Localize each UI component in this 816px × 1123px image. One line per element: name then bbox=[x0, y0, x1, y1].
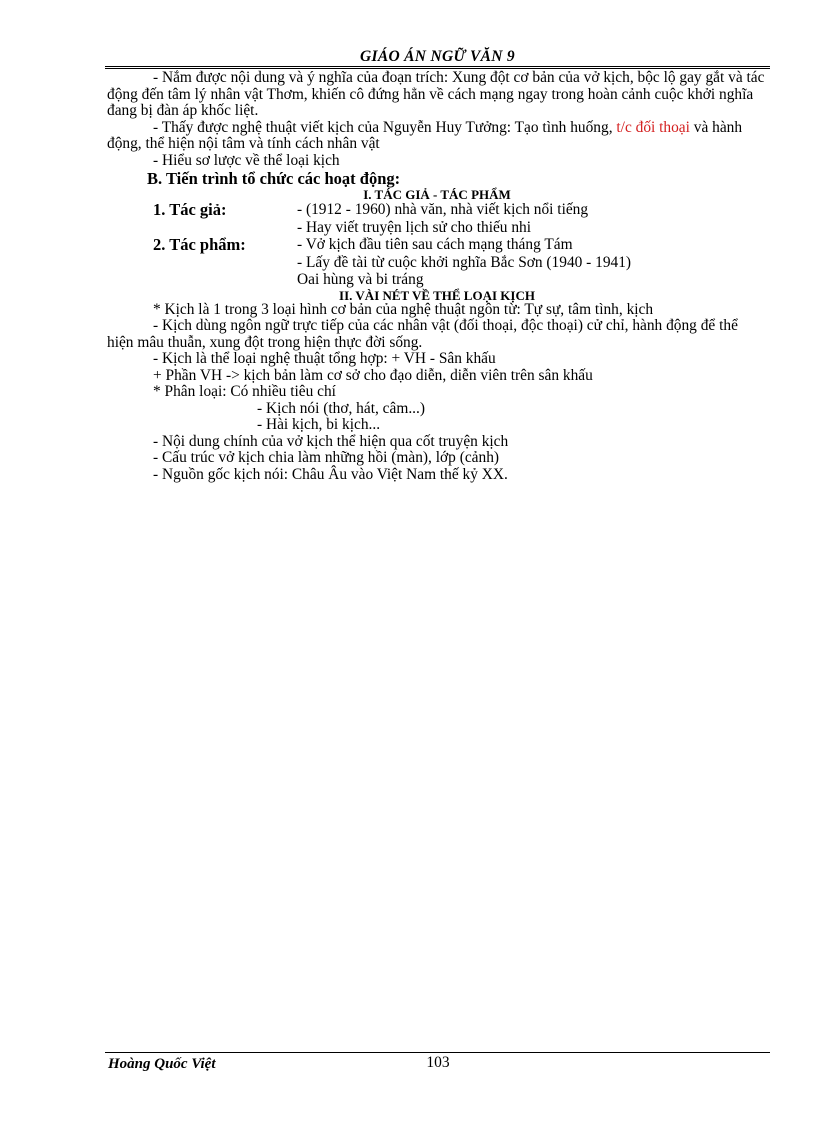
footer-rule bbox=[105, 1052, 770, 1053]
genre-line-5: * Phân loại: Có nhiều tiêu chí bbox=[153, 383, 336, 400]
author-line-2: - Hay viết truyện lịch sử cho thiếu nhi bbox=[297, 218, 532, 236]
genre-line-9: - Cấu trúc vở kịch chia làm những hồi (màn), lớp (cảnh) bbox=[153, 449, 500, 466]
work-line-3: Oai hùng và bi tráng bbox=[297, 271, 424, 288]
objective-content: - Nắm được nội dung và ý nghĩa của đoạn trích: Xung đột cơ bản của vở kịch, bộc lộ gay gắt và tác động đến tâm lý nhân vật Thơm, khiến cô đứng hẳn về cách mạng ngay trong hoàn cảnh cuộc khởi nghĩa đang bị đàn áp khốc liệt. bbox=[107, 69, 765, 119]
author-row-2 bbox=[107, 219, 767, 237]
part2-heading: II. VÀI NÉT VỀ THỂ LOẠI KỊCH bbox=[339, 287, 535, 303]
objective-art-text-b: và hành động, thể hiện nội tâm và tính cách nhân vật bbox=[107, 118, 743, 152]
genre-line-1: * Kịch là 1 trong 3 loại hình cơ bản của nghệ thuật ngôn từ: Tự sự, tâm tình, kịch bbox=[153, 300, 654, 318]
objective-art-text-a: - Thấy được nghệ thuật viết kịch của Nguyễn Huy Tưởng: Tạo tình huống, bbox=[153, 118, 617, 136]
author-row bbox=[107, 201, 767, 219]
section-b-heading: B. Tiến trình tổ chức các hoạt động: bbox=[147, 169, 401, 188]
work-line-1: - Vở kịch đầu tiên sau cách mạng tháng Tám bbox=[297, 236, 573, 253]
objective-art-highlight: t/c đối thoại bbox=[616, 118, 690, 136]
work-line-2: - Lấy đề tài từ cuộc khởi nghĩa Bắc Sơn (1940 - 1941) bbox=[297, 253, 632, 271]
genre-line-3: - Kịch là thể loại nghệ thuật tổng hợp: + VH - Sân khấu bbox=[153, 350, 496, 367]
author-label: 1. Tác giả: bbox=[153, 200, 227, 219]
work-row-2 bbox=[107, 254, 767, 272]
page-number: 103 bbox=[426, 1054, 450, 1071]
work-label: 2. Tác phẩm: bbox=[153, 235, 246, 254]
objective-genre: - Hiểu sơ lược về thể loại kịch bbox=[153, 151, 340, 169]
footer-author: Hoàng Quốc Việt bbox=[108, 1056, 216, 1072]
genre-line-6: - Kịch nói (thơ, hát, câm...) bbox=[257, 399, 425, 417]
author-line-1: - (1912 - 1960) nhà văn, nhà viết kịch nổi tiếng bbox=[297, 201, 589, 218]
work-row bbox=[107, 236, 767, 254]
genre-line-7: - Hài kịch, bi kịch... bbox=[257, 416, 381, 433]
page-header-title: GIÁO ÁN NGỮ VĂN 9 bbox=[360, 48, 515, 65]
work-row-3 bbox=[107, 271, 767, 289]
document-body bbox=[107, 70, 767, 483]
objective-art bbox=[107, 120, 767, 153]
genre-line-2: - Kịch dùng ngôn ngữ trực tiếp của các nhân vật (đối thoại, độc thoại) cử chỉ, hành động để thể hiện mâu thuẫn, xung đột trong hiện thực đời sống. bbox=[107, 317, 738, 351]
genre-line-10: - Nguồn gốc kịch nói: Châu Âu vào Việt Nam thế kỷ XX. bbox=[153, 465, 508, 483]
part1-heading: I. TÁC GIẢ - TÁC PHẨM bbox=[363, 187, 511, 202]
genre-line-4: + Phần VH -> kịch bản làm cơ sở cho đạo diễn, diễn viên trên sân khấu bbox=[153, 366, 593, 384]
genre-line-8: - Nội dung chính của vở kịch thể hiện qua cốt truyện kịch bbox=[153, 432, 509, 450]
